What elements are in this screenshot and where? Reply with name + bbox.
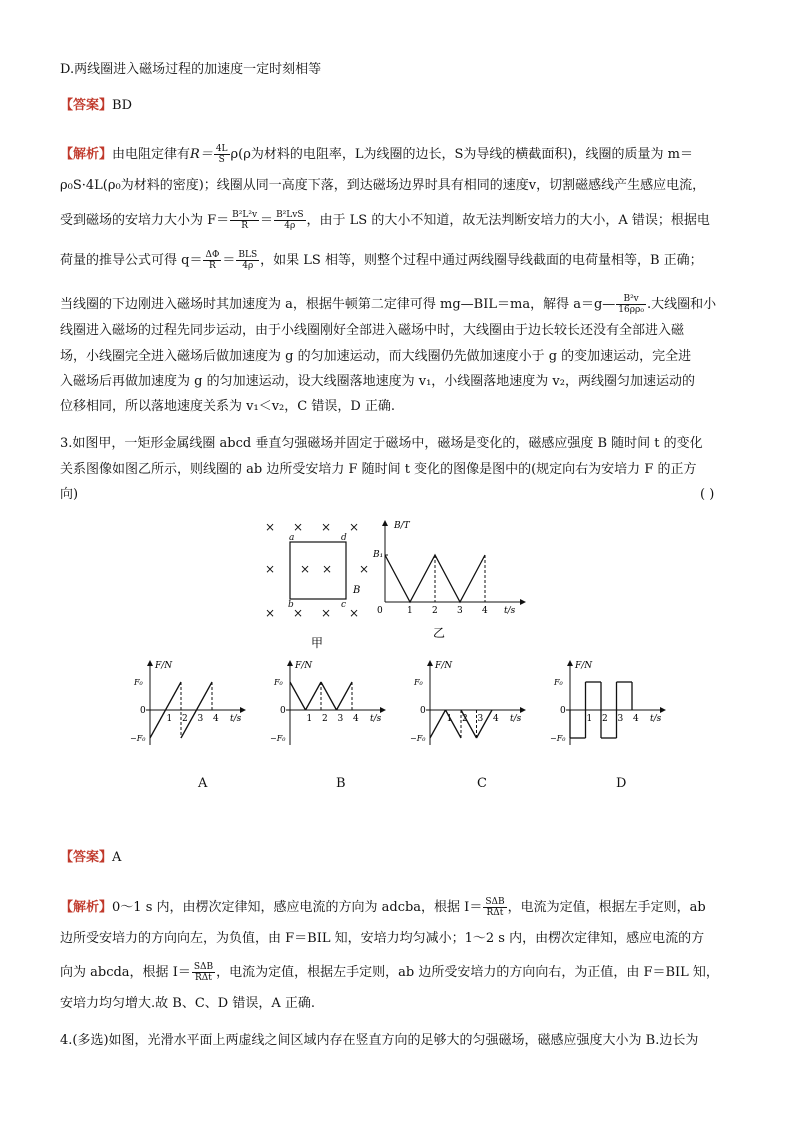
- tick-label: 4: [482, 606, 488, 616]
- q2-answer-line: [60, 98, 132, 114]
- text: ＝: [260, 213, 274, 228]
- coil-rectangle: [290, 542, 346, 599]
- origin-label: 0: [377, 606, 383, 616]
- series-segment: [290, 682, 306, 710]
- answer-value: A: [112, 850, 122, 865]
- fraction: $\frac{\text{B²v}}{\text{16ρρ₀}}$: [618, 294, 644, 315]
- x-axis-label: t/s: [370, 714, 382, 724]
- tick-label: 3: [617, 714, 624, 724]
- text: 向为 abcda，根据 I＝: [60, 965, 191, 980]
- q3-analysis-line-3: [60, 962, 719, 983]
- tick-label: 1: [166, 714, 173, 724]
- f0-label: F₀: [414, 678, 423, 687]
- y-axis-label: B/T: [394, 521, 410, 531]
- q3-stem-line-1: 3.如图甲，一矩形金属线圈 abcd 垂直匀强磁场并固定于磁场中，磁场是变化的，磁感应强度 B 随时间 t 的变化: [60, 436, 703, 451]
- text: 受到磁场的安培力大小为 F＝: [60, 213, 230, 228]
- tick-label: 3: [197, 714, 204, 724]
- series-segment: [430, 710, 446, 738]
- series-segment: [321, 682, 337, 710]
- analysis-tag: 【解析】: [60, 147, 113, 162]
- tick-label: 4: [213, 714, 219, 724]
- fraction: $\frac{\Delta\Phi}{R}$: [205, 250, 220, 271]
- y-axis-label: F/N: [435, 661, 453, 671]
- tick-label: 3: [477, 714, 484, 724]
- q2-analysis-line-6: 线圈进入磁场的过程先同步运动，由于小线圈刚好全部进入磁场中时，大线圈由于边长较长还没有全部进入磁: [60, 323, 685, 338]
- origin-label: 0: [140, 706, 146, 716]
- tick-label: 1: [586, 714, 593, 724]
- q2-analysis-line-1: [60, 144, 693, 165]
- q2-analysis-line-7: 场，小线圈完全进入磁场后做加速度为 g 的匀加速运动，而大线圈仍先做加速度小于 g 的变加速运动，完全进: [60, 349, 692, 364]
- text: ρ(ρ为材料的电阻率，L为线圈的边长，S为导线的横截面积)，线圈的质量为 m＝: [230, 147, 693, 162]
- cross-mark: ×: [349, 606, 360, 620]
- text: ，由于 LS 的大小不知道，故无法判断安培力的大小，A 错误；根据电: [306, 213, 710, 228]
- q2-analysis-line-5: [60, 294, 716, 315]
- option-label-a: A: [198, 776, 208, 791]
- neg-f0-label: −F₀: [130, 734, 146, 743]
- f0-label: F₀: [274, 678, 283, 687]
- option-d-text: D.两线圈进入磁场过程的加速度一定时刻相等: [60, 62, 322, 77]
- q2-analysis-line-4: [60, 250, 703, 271]
- caption-jia: 甲: [311, 636, 324, 650]
- cross-mark: ×: [321, 606, 332, 620]
- option-graph-a: [130, 655, 250, 750]
- tick-label: 1: [446, 714, 453, 724]
- q2-analysis-line-2: ρ₀S·4L(ρ₀为材料的密度)；线圈从同一高度下落，到达磁场边界时具有相同的速度v，切割磁感线产生感应电流，: [60, 178, 706, 193]
- y-axis-label: F/N: [575, 661, 593, 671]
- y-axis-label: F/N: [155, 661, 173, 671]
- option-label-d: D: [616, 776, 627, 791]
- x-axis-label: t/s: [650, 714, 662, 724]
- analysis-tag: 【解析】: [60, 900, 113, 915]
- tick-label: 1: [407, 606, 413, 616]
- fraction: $\frac{\text{B²LvS}}{4\rho}$: [276, 210, 304, 231]
- x-axis-label: t/s: [230, 714, 242, 724]
- q2-analysis-line-8: 入磁场后再做加速度为 g 的匀加速运动，设大线圈落地速度为 v₁，小线圈落地速度为 v₂，两线圈匀加速运动的: [60, 374, 695, 389]
- series-segment: [446, 710, 462, 738]
- neg-f0-label: −F₀: [270, 734, 286, 743]
- figure-jia: [255, 515, 370, 650]
- tick-label: 2: [432, 606, 438, 616]
- x-axis-label: t/s: [504, 606, 516, 616]
- fraction: $\frac{\text{SΔB}}{\text{RΔt}}$: [485, 897, 505, 918]
- tick-label: 4: [353, 714, 359, 724]
- neg-f0-label: −F₀: [550, 734, 566, 743]
- y-axis-label: F/N: [295, 661, 313, 671]
- q3-analysis-line-2: 边所受安培力的方向向左，为负值，由 F＝BIL 知，安培力均匀减小；1～2 s 内，由楞次定律知，感应电流的方: [60, 931, 705, 946]
- option-graph-b: [270, 655, 390, 750]
- text: 由电阻定律有: [112, 147, 191, 162]
- cross-mark: ×: [265, 606, 276, 620]
- corner-c: c: [341, 600, 347, 610]
- cross-mark: ×: [293, 520, 304, 534]
- series-segment: [197, 682, 213, 710]
- text: .大线圈和小: [646, 297, 717, 312]
- fraction: $\frac{4L}{S}$: [215, 144, 228, 165]
- caption-yi: 乙: [433, 626, 446, 640]
- option-graph-d: [550, 655, 670, 750]
- q3-stem-line-3: 向): [60, 487, 79, 502]
- q2-analysis-line-9: 位移相同，所以落地速度关系为 v₁＜v₂，C 错误，D 正确.: [60, 399, 396, 414]
- q3-answer-line: [60, 850, 121, 866]
- x-axis-label: t/s: [510, 714, 522, 724]
- text: 0～1 s 内，由楞次定律知，感应电流的方向为 adcba，根据 I＝: [112, 900, 483, 915]
- fraction: $\frac{\text{SΔB}}{\text{RΔt}}$: [193, 962, 214, 983]
- cross-mark: ×: [265, 562, 276, 576]
- tick-label: 4: [493, 714, 499, 724]
- q2-analysis-line-3: [60, 210, 710, 231]
- answer-tag: 【答案】: [60, 850, 113, 865]
- tick-label: 1: [306, 714, 313, 724]
- cross-mark: ×: [359, 562, 370, 576]
- cross-mark: ×: [321, 520, 332, 534]
- text: ＝: [222, 253, 236, 268]
- q4-stem-line-1: 4.(多选)如图，光滑水平面上两虚线之间区域内存在竖直方向的足够大的匀强磁场，磁感应强度大小为 B.边长为: [60, 1033, 699, 1048]
- cross-mark: ×: [300, 562, 311, 576]
- tick-label: 3: [337, 714, 344, 724]
- b1-label: B₁: [373, 550, 384, 560]
- corner-d: d: [341, 533, 347, 543]
- option-label-b: B: [336, 776, 346, 791]
- series-segment: [166, 682, 182, 710]
- corner-b: b: [288, 600, 294, 610]
- q3-analysis-line-1: [60, 897, 706, 918]
- figure-yi: [370, 515, 530, 650]
- tick-label: 2: [182, 714, 188, 724]
- fraction: $\frac{\text{BLS}}{4\rho}$: [238, 250, 258, 271]
- text: 荷量的推导公式可得 q＝: [60, 253, 203, 268]
- neg-f0-label: −F₀: [410, 734, 426, 743]
- tick-label: 4: [633, 714, 639, 724]
- cross-mark: ×: [265, 520, 276, 534]
- q3-stem-line-2: 关系图像如图乙所示，则线圈的 ab 边所受安培力 F 随时间 t 变化的图像是图中的(规定向右为安培力 F 的正方: [60, 462, 697, 477]
- text: ，如果 LS 相等，则整个过程中通过两线圈导线截面的电荷量相等，B 正确；: [260, 253, 703, 268]
- series-segment: [337, 682, 353, 710]
- corner-a: a: [289, 533, 295, 543]
- tick-label: 3: [457, 606, 463, 616]
- f0-label: F₀: [554, 678, 563, 687]
- answer-tag: 【答案】: [60, 98, 113, 113]
- answer-value: BD: [112, 98, 132, 113]
- cross-mark: ×: [293, 606, 304, 620]
- answer-blank: ( ): [700, 487, 715, 502]
- option-label-c: C: [477, 776, 487, 791]
- origin-label: 0: [420, 706, 426, 716]
- origin-label: 0: [280, 706, 286, 716]
- series-segment: [306, 682, 322, 710]
- tick-label: 2: [602, 714, 608, 724]
- q3-analysis-line-4: 安培力均匀增大.故 B、C、D 错误，A 正确.: [60, 996, 315, 1011]
- series-segment: [150, 710, 166, 738]
- field-label: B: [353, 585, 361, 596]
- series-segment: [461, 710, 477, 738]
- tick-label: 2: [322, 714, 328, 724]
- text: ，电流为定值，根据左手定则，ab: [507, 900, 706, 915]
- cross-mark: ×: [322, 562, 333, 576]
- fraction: $\frac{\text{B²L²v}}{R}$: [232, 210, 258, 231]
- origin-label: 0: [560, 706, 566, 716]
- f0-label: F₀: [134, 678, 143, 687]
- tick-label: 2: [462, 714, 468, 724]
- text: ，电流为定值，根据左手定则，ab 边所受安培力的方向向右，为正值，由 F＝BIL 知，: [216, 965, 719, 980]
- text: R＝: [190, 147, 213, 162]
- option-graph-c: [410, 655, 530, 750]
- cross-mark: ×: [349, 520, 360, 534]
- text: 当线圈的下边刚进入磁场时其加速度为 a，根据牛顿第二定律可得 mg—BIL＝ma，解得 a＝g—: [60, 297, 616, 312]
